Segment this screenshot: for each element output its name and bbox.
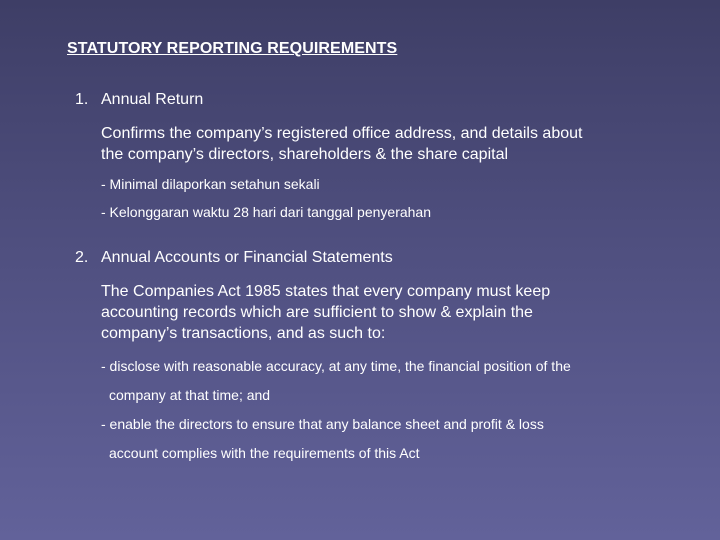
- section-2-title: Annual Accounts or Financial Statements: [101, 249, 393, 266]
- section-2-bullet-1-continued: company at that time; and: [109, 387, 271, 403]
- paragraph-line: Confirms the company’s registered office address, and details about: [101, 125, 583, 142]
- slide-title: STATUTORY REPORTING REQUIREMENTS: [67, 40, 398, 57]
- section-2-bullet-2-continued: account complies with the requirements of this Act: [109, 445, 420, 461]
- paragraph-line: company’s transactions, and as such to:: [101, 325, 386, 342]
- section-2-bullet-1: - disclose with reasonable accuracy, at any time, the financial position of the: [101, 358, 571, 374]
- section-1-bullet-2: - Kelonggaran waktu 28 hari dari tanggal penyerahan: [101, 204, 432, 220]
- section-2-paragraph: [101, 281, 550, 344]
- section-1-heading: [75, 91, 203, 109]
- section-2-number: 2.: [75, 249, 89, 266]
- section-2-bullet-2: - enable the directors to ensure that any balance sheet and profit & loss: [101, 416, 544, 432]
- section-1-title: Annual Return: [101, 91, 204, 108]
- paragraph-line: the company’s directors, shareholders & the share capital: [101, 146, 509, 163]
- paragraph-line: accounting records which are sufficient to show & explain the: [101, 304, 533, 321]
- section-1-number: 1.: [75, 91, 89, 108]
- section-2-heading: [75, 249, 393, 267]
- paragraph-line: The Companies Act 1985 states that every company must keep: [101, 283, 551, 300]
- section-1-paragraph: [101, 123, 582, 165]
- section-1-bullet-1: - Minimal dilaporkan setahun sekali: [101, 176, 320, 192]
